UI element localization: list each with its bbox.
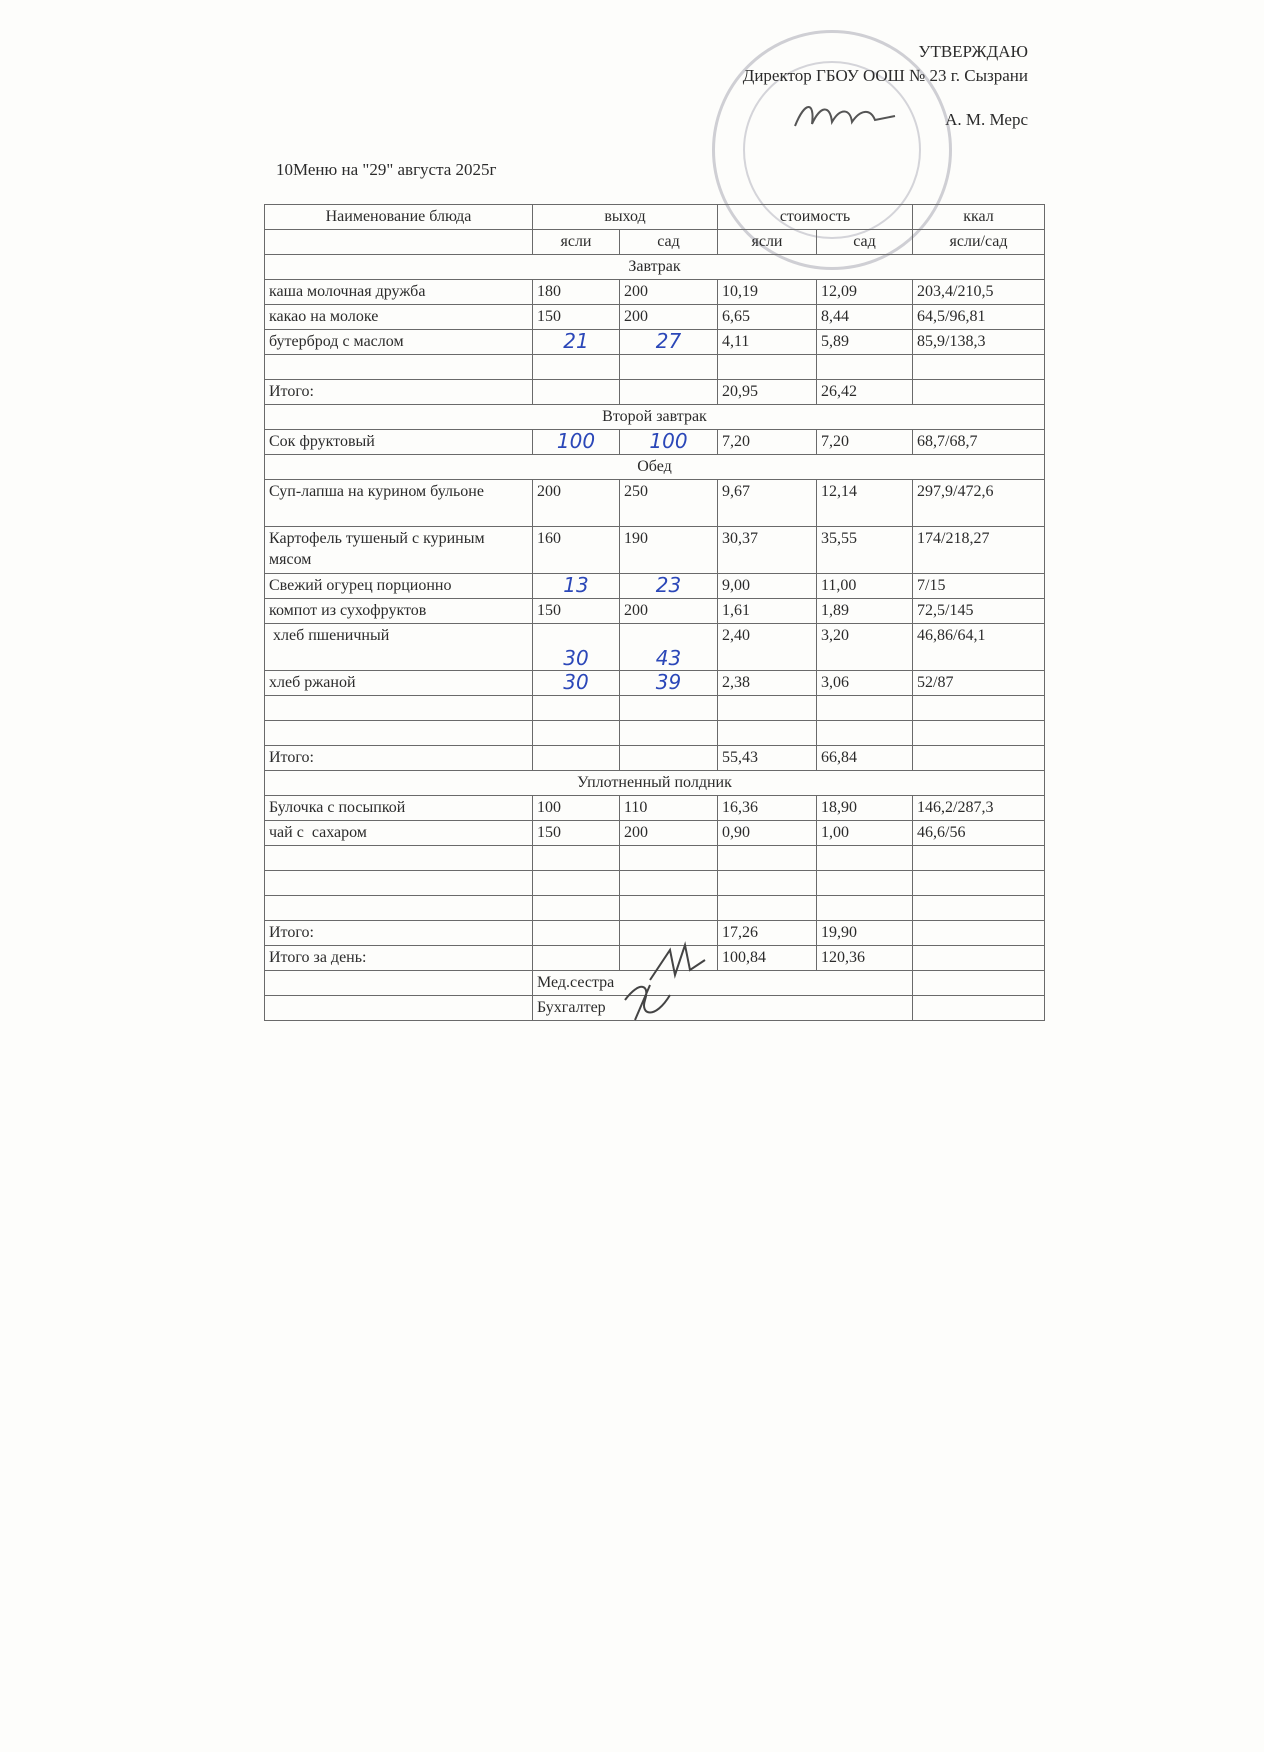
dish-name: Булочка с посыпкой: [265, 796, 533, 821]
cost-nursery: 10,19: [718, 280, 817, 305]
section-row: [265, 455, 1045, 480]
empty-row: [265, 696, 1045, 721]
section-lunch: Обед: [265, 455, 1045, 480]
output-nursery: 150: [533, 599, 620, 624]
kcal: 297,9/472,6: [913, 480, 1045, 527]
cost-garden: 8,44: [817, 305, 913, 330]
output-nursery: 100: [533, 796, 620, 821]
day-total-cost-nursery: 100,84: [718, 946, 817, 971]
empty-row: [265, 871, 1045, 896]
output-garden: 39: [620, 671, 718, 696]
kcal: 64,5/96,81: [913, 305, 1045, 330]
table-row: [265, 624, 1045, 671]
table-row: [265, 821, 1045, 846]
output-nursery: 30: [533, 624, 620, 671]
day-total-label: Итого за день:: [265, 946, 533, 971]
output-garden: 110: [620, 796, 718, 821]
output-garden: 250: [620, 480, 718, 527]
dish-name: Картофель тушеный с куриным мясом: [265, 527, 533, 574]
output-nursery: 150: [533, 305, 620, 330]
dish-name: бутерброд с маслом: [265, 330, 533, 355]
output-garden: 200: [620, 280, 718, 305]
approval-name: А. М. Мерс: [945, 110, 1028, 129]
output-nursery: 100: [533, 430, 620, 455]
kcal: 46,86/64,1: [913, 624, 1045, 671]
dish-name: хлеб пшеничный: [265, 624, 533, 671]
kcal: 68,7/68,7: [913, 430, 1045, 455]
kcal: 7/15: [913, 574, 1045, 599]
cost-nursery: 4,11: [718, 330, 817, 355]
empty-row: [265, 355, 1045, 380]
total-cost-garden: 26,42: [817, 380, 913, 405]
cost-nursery: 7,20: [718, 430, 817, 455]
cost-nursery: 16,36: [718, 796, 817, 821]
kcal: 85,9/138,3: [913, 330, 1045, 355]
kcal: 46,6/56: [913, 821, 1045, 846]
cost-nursery: 6,65: [718, 305, 817, 330]
dish-name: компот из сухофруктов: [265, 599, 533, 624]
output-garden: 190: [620, 527, 718, 574]
empty-row: [265, 896, 1045, 921]
section-row: [265, 255, 1045, 280]
total-cost-garden: 66,84: [817, 746, 913, 771]
cost-garden: 12,14: [817, 480, 913, 527]
output-nursery: 21: [533, 330, 620, 355]
total-cost-nursery: 20,95: [718, 380, 817, 405]
dish-name: Свежий огурец порционно: [265, 574, 533, 599]
output-nursery: 13: [533, 574, 620, 599]
table-row: [265, 527, 1045, 574]
cost-nursery: 1,61: [718, 599, 817, 624]
total-label: Итого:: [265, 746, 533, 771]
output-garden: 100: [620, 430, 718, 455]
table-row: [265, 330, 1045, 355]
total-cost-nursery: 17,26: [718, 921, 817, 946]
dish-name: хлеб ржаной: [265, 671, 533, 696]
cost-nursery: 2,38: [718, 671, 817, 696]
cost-garden: 11,00: [817, 574, 913, 599]
subheader-kcal: ясли/сад: [913, 230, 1045, 255]
cost-garden: 5,89: [817, 330, 913, 355]
total-row: [265, 380, 1045, 405]
kcal: 203,4/210,5: [913, 280, 1045, 305]
section-second-breakfast: Второй завтрак: [265, 405, 1045, 430]
table-row: [265, 430, 1045, 455]
cost-garden: 12,09: [817, 280, 913, 305]
table-row: [265, 599, 1045, 624]
dish-name: какао на молоке: [265, 305, 533, 330]
cost-garden: 1,00: [817, 821, 913, 846]
table-row: [265, 305, 1045, 330]
cost-garden: 3,06: [817, 671, 913, 696]
output-garden: 23: [620, 574, 718, 599]
dish-name: каша молочная дружба: [265, 280, 533, 305]
nurse-label: Мед.сестра: [533, 971, 913, 996]
total-cost-nursery: 55,43: [718, 746, 817, 771]
cost-nursery: 30,37: [718, 527, 817, 574]
table-row: [265, 671, 1045, 696]
output-nursery: 180: [533, 280, 620, 305]
total-row: [265, 746, 1045, 771]
empty-row: [265, 846, 1045, 871]
dish-name: чай с сахаром: [265, 821, 533, 846]
menu-title: 10Меню на "29" августа 2025г: [276, 160, 497, 179]
subheader-output-garden: сад: [620, 230, 718, 255]
header-cost: стоимость: [718, 205, 913, 230]
total-cost-garden: 19,90: [817, 921, 913, 946]
cost-garden: 3,20: [817, 624, 913, 671]
cost-garden: 1,89: [817, 599, 913, 624]
output-garden: 200: [620, 821, 718, 846]
subheader-row: [265, 230, 1045, 255]
approval-heading: УТВЕРЖДАЮ: [918, 42, 1028, 61]
header-row: [265, 205, 1045, 230]
cost-nursery: 9,00: [718, 574, 817, 599]
section-row: [265, 405, 1045, 430]
subheader-output-nursery: ясли: [533, 230, 620, 255]
approval-block: [743, 40, 1028, 132]
menu-table: [264, 204, 1045, 1021]
output-nursery: 200: [533, 480, 620, 527]
section-breakfast: Завтрак: [265, 255, 1045, 280]
kcal: 52/87: [913, 671, 1045, 696]
cost-garden: 18,90: [817, 796, 913, 821]
total-label: Итого:: [265, 380, 533, 405]
subheader-cost-nursery: ясли: [718, 230, 817, 255]
dish-name: Суп-лапша на курином бульоне: [265, 480, 533, 527]
empty-row: [265, 721, 1045, 746]
output-nursery: 150: [533, 821, 620, 846]
output-nursery: 160: [533, 527, 620, 574]
table-row: [265, 796, 1045, 821]
accountant-signature: [620, 975, 690, 1025]
subheader-cost-garden: сад: [817, 230, 913, 255]
accountant-label: Бухгалтер: [533, 996, 913, 1021]
header-name: Наименование блюда: [265, 205, 533, 230]
cost-nursery: 0,90: [718, 821, 817, 846]
approval-position: Директор ГБОУ ООШ № 23 г. Сызрани: [742, 66, 1028, 85]
cost-garden: 35,55: [817, 527, 913, 574]
output-garden: 27: [620, 330, 718, 355]
section-snack: Уплотненный полдник: [265, 771, 1045, 796]
table-row: [265, 574, 1045, 599]
table-row: [265, 480, 1045, 527]
output-nursery: 30: [533, 671, 620, 696]
kcal: 174/218,27: [913, 527, 1045, 574]
output-garden: 200: [620, 599, 718, 624]
cost-nursery: 9,67: [718, 480, 817, 527]
header-output: выход: [533, 205, 718, 230]
kcal: 146,2/287,3: [913, 796, 1045, 821]
kcal: 72,5/145: [913, 599, 1045, 624]
output-garden: 43: [620, 624, 718, 671]
section-row: [265, 771, 1045, 796]
dish-name: Сок фруктовый: [265, 430, 533, 455]
cost-nursery: 2,40: [718, 624, 817, 671]
day-total-cost-garden: 120,36: [817, 946, 913, 971]
output-garden: 200: [620, 305, 718, 330]
cost-garden: 7,20: [817, 430, 913, 455]
header-kcal: ккал: [913, 205, 1045, 230]
total-label: Итого:: [265, 921, 533, 946]
table-row: [265, 280, 1045, 305]
